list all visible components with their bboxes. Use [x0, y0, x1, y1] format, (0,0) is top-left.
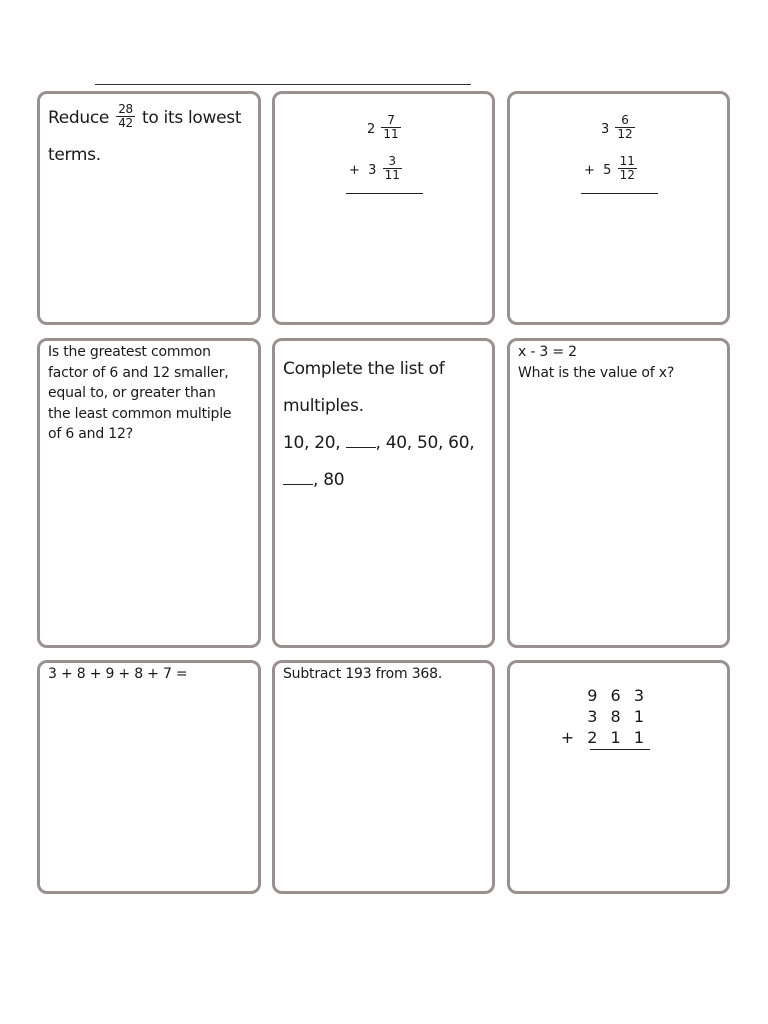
mixed-number-top: [367, 113, 403, 143]
mixed-number-top: [601, 113, 637, 143]
problem-text: [518, 342, 719, 383]
question: What is the value of x?: [518, 364, 675, 381]
whole-number: 3: [368, 163, 377, 178]
mixed-number-bottom: [584, 154, 639, 184]
plus-sign: +: [349, 163, 360, 178]
problem-line: Complete the list of: [283, 359, 445, 379]
denominator: 11: [384, 168, 400, 182]
problem-suffix: to its lowest: [141, 108, 242, 128]
problem-card-mixed-add-1: [272, 91, 495, 325]
whole-number: 3: [601, 122, 610, 137]
problem-card-addition-chain: [37, 660, 261, 894]
problem-card-column-add: [507, 660, 730, 894]
problem-text: [48, 100, 250, 174]
whole-number: 5: [603, 163, 612, 178]
problem-card-equation: [507, 338, 730, 648]
problem-card-mixed-add-2: [507, 91, 730, 325]
answer-blank[interactable]: [283, 472, 313, 485]
fraction: [381, 114, 400, 141]
fraction: [116, 103, 135, 130]
plus-sign: +: [584, 163, 595, 178]
numerator: 28: [118, 101, 133, 116]
numerator: 11: [619, 154, 635, 168]
problem-text: [48, 342, 250, 445]
problem-line: Is the greatest common: [48, 344, 211, 360]
problem-text: Subtract 193 from 368.: [283, 666, 443, 682]
problem-line: of 6 and 12?: [48, 426, 133, 442]
answer-blank[interactable]: [346, 435, 376, 448]
sequence-part: 10, 20,: [283, 433, 341, 453]
denominator: 42: [118, 115, 133, 130]
numerator: 7: [381, 114, 400, 128]
addend-row: 3 8 1: [587, 707, 648, 726]
problem-card-multiples: [272, 338, 495, 648]
problem-line: multiples.: [283, 396, 364, 416]
equation: x - 3 = 2: [518, 344, 577, 360]
problem-line2: terms.: [48, 145, 101, 165]
mixed-number-bottom: [349, 154, 404, 184]
name-line[interactable]: [95, 84, 471, 85]
numerator: 3: [383, 155, 402, 169]
problem-text: 3 + 8 + 9 + 8 + 7 =: [48, 666, 188, 682]
problem-card-gcf-lcm: [37, 338, 261, 648]
problem-text: [283, 351, 484, 499]
denominator: 11: [383, 127, 399, 141]
problem-line: equal to, or greater than: [48, 385, 216, 401]
problem-prefix: Reduce: [48, 108, 110, 128]
whole-number: 2: [367, 122, 376, 137]
sum-line: [590, 749, 650, 750]
numerator: 6: [615, 114, 634, 128]
addend-row: 9 6 3: [587, 686, 648, 705]
sequence-part: , 40, 50, 60,: [375, 433, 475, 453]
sum-line: [581, 193, 658, 194]
fraction: [383, 155, 402, 182]
sum-line: [346, 193, 423, 194]
fraction: [618, 155, 637, 182]
problem-card-reduce-fraction: [37, 91, 261, 325]
problem-line: the least common multiple: [48, 405, 232, 422]
fraction: [615, 114, 634, 141]
problem-line: factor of 6 and 12 smaller,: [48, 364, 229, 381]
problem-card-subtract: [272, 660, 495, 894]
denominator: 12: [617, 127, 633, 141]
sequence-part: , 80: [313, 470, 345, 490]
denominator: 12: [619, 168, 635, 182]
addend-row: + 2 1 1: [560, 728, 648, 747]
